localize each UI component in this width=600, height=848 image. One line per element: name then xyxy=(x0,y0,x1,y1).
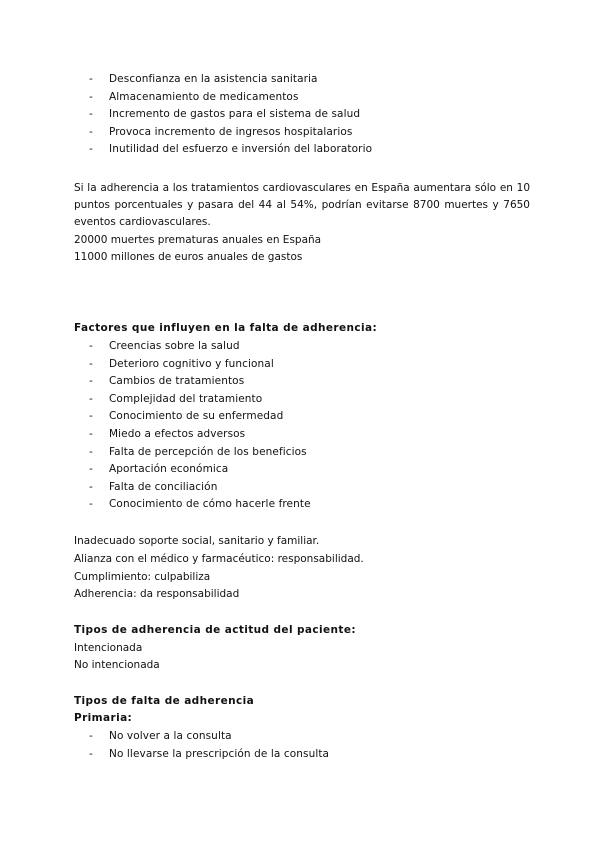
factors-heading: Factores que influyen en la falta de adherencia: xyxy=(74,322,378,334)
costs-line: 11000 millones de euros anuales de gastos xyxy=(74,251,303,263)
note-social-support: Inadecuado soporte social, sanitario y familiar. xyxy=(74,535,320,547)
attitude-type-unintentional: No intencionada xyxy=(74,659,160,671)
note-alliance: Alianza con el médico y farmacéutico: responsabilidad. xyxy=(74,553,364,565)
adherence-paragraph: Si la adherencia a los tratamientos cardiovasculares en España aumentara sólo en 10 puntos porcentuales y pasara del 44 al 54%, podrían evitarse 8700 muertes y 7650 eventos cardiovasculares. xyxy=(74,182,530,228)
note-adherence: Adherencia: da responsabilidad xyxy=(74,588,240,600)
attitude-types-heading: Tipos de adherencia de actitud del paciente: xyxy=(74,624,356,636)
attitude-type-intentional: Intencionada xyxy=(74,642,143,654)
deaths-line: 20000 muertes prematuras anuales en España xyxy=(74,234,322,246)
lack-types-heading: Tipos de falta de adherencia xyxy=(74,695,255,707)
note-compliance: Cumplimiento: culpabiliza xyxy=(74,571,211,583)
document-page: - Desconfianza en la asistencia sanitaria - Almacenamiento de medicamentos - Incremento de gastos para el sistema de salud - Provoca incremento de ingresos hospitalarios - Inutilidad del esfuerzo e inversión del laboratorio Si la adherencia a los tratamientos cardiovasculares en España aumentara sólo en 10 puntos porcentuales y pasara del 44 al 54%, podrían evitarse 8700 muertes y 7650 eventos cardiovasculares. 20000 muertes prematuras anuales en España 11000 millones de euros anuales de gastos Factores que influyen en la falta de adherencia: - Creencias sobre la salud - Deterioro cognitivo y funcional - Cambios de tratamientos - Complejidad del tratamiento - Conocimiento de su enfermedad - Miedo a efectos adversos - Falta de percepción de los beneficios - Aportación económica - Falta de conciliación - Conocimiento de cómo hacerle frente Inadecuado soporte social, sanitario y familiar. Alianza con el médico y farmacéutico: responsabilidad. Cumplimiento: culpabiliza Adherencia: da responsabilidad Tipos de adherencia de actitud del paciente: Intencionada No intencionada Tipos de falta de adherencia Primaria: - No volver a la consulta - No llevarse la prescripción de la consulta xyxy=(74,73,530,760)
primary-subheading: Primaria: xyxy=(74,712,133,724)
